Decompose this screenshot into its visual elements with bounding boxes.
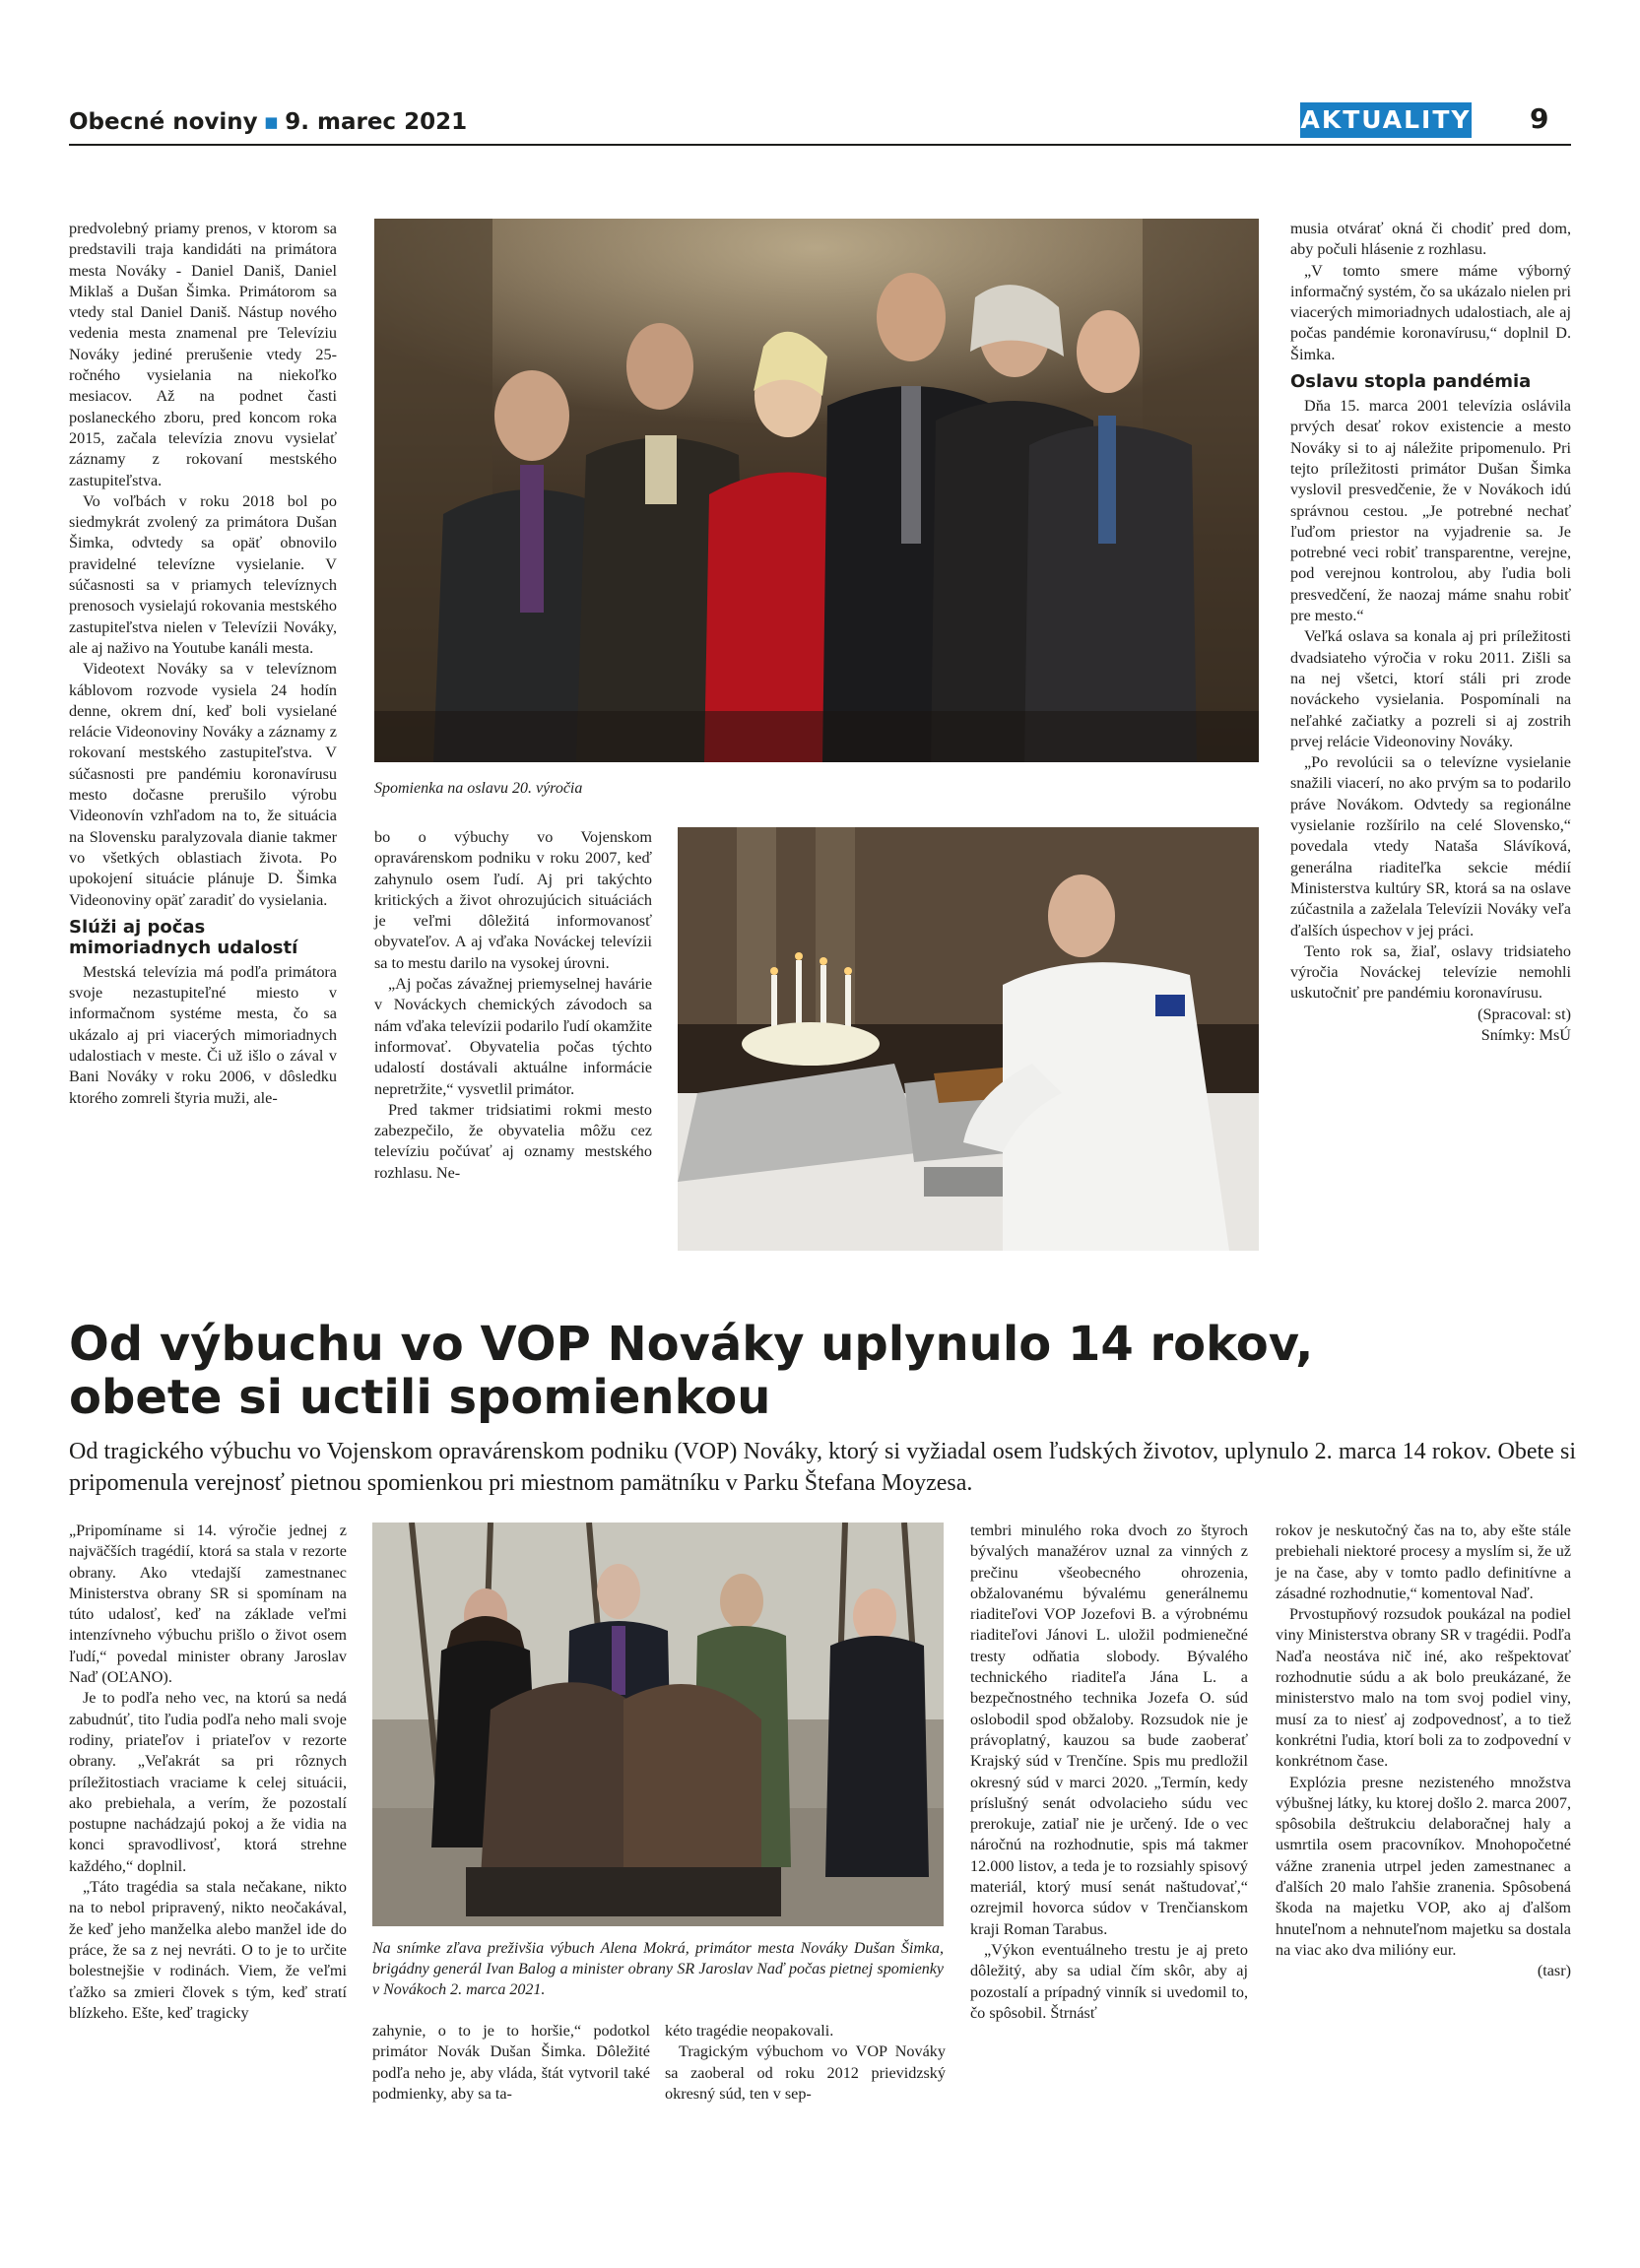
- photo-credit: Snímky: MsÚ: [1480, 1025, 1571, 1044]
- paragraph: Je to podľa neho vec, na ktorú sa nedá zabudnúť, tito ľudia podľa neho mali svoje rodiny, priateľov i priateľov v rezorte obrany. „Veľakrát sa pri rôznych príležitostiach vraciame k celej situácii, ako prebiehala, a verím, že pozostalí postupne nachádzajú pokoj a že vidia na konci spravodlivosť, ktorá strehne každého,“ doplnil.: [69, 1689, 347, 1875]
- subheading: Oslavu stopla pandémia: [1290, 371, 1532, 393]
- page-header: [69, 109, 467, 135]
- paragraph: „Po revolúcii sa o televízne vysielanie snažili viacerí, no ako prvým sa to podarilo práve Novákom. Odvtedy sa regionálne vysielanie rozšírilo na celé Slovensko,“ povedala vtedy Nataša Slávíková, generálna riaditeľka sekcie médií Ministerstva kultúry SR, ktorá sa na oslave zúčastnila a zaželala Televízii Nováky veľa ďalších úspechov v jej práci.: [1290, 753, 1571, 940]
- paragraph: kéto tragédie neopakovali.: [665, 2022, 834, 2040]
- bottom-article-column-1: [69, 1521, 347, 2024]
- author-signature: (tasr): [1537, 1962, 1571, 1980]
- bottom-article-column-3-continuation: [665, 2021, 946, 2105]
- paragraph: Dňa 15. marca 2001 televízia oslávila prvých desať rokov existencie a mesto Nováky si to aj náležite pripomenulo. Pri tejto príležitosti primátor Dušan Šimka vyslovil presvedčenie, že v Novákoch idú správnou cestou. „Je potrebné nechať ľuďom priestor na vyjadrenie sa. Je potrebné veci robiť transparentne, verejne, pod verejnou kontrolou, aby ľudia boli presvedčení, že naozaj máme snahu robiť pre mesto.“: [1290, 397, 1571, 625]
- buffet-photo-image: [678, 827, 1259, 1251]
- newspaper-name: Obecné noviny: [69, 109, 258, 135]
- paragraph: „V tomto smere máme výborný informačný systém, čo sa ukázalo nielen pri viacerých mimoriadnych udalostiach, ale aj počas pandémie koronavírusu,“ doplnil D. Šimka.: [1290, 261, 1571, 363]
- paragraph: „Táto tragédia sa stala nečakane, nikto na to nebol pripravený, nikto neočakával, že keď jeho manželka alebo manžel ide do práce, že sa z nej nevráti. O to je to určite bolestnejšie v rodinách. Viem, že veľmi ťažko sa zmieri človek s tým, keď stratí blízkeho. Ešte, keď tragicky: [69, 1878, 347, 2022]
- header-rule: [69, 144, 1571, 146]
- paragraph: Tragickým výbuchom vo VOP Nováky sa zaoberal od roku 2012 prievidzský okresný súd, ten v sep-: [665, 2042, 946, 2103]
- author-signature: (Spracoval: st): [1477, 1004, 1571, 1023]
- bottom-article-column-2: [372, 2021, 650, 2105]
- memorial-photo-caption: Na snímke zľava preživšia výbuch Alena Mokrá, primátor mesta Nováky Dušan Šimka, brigádny generál Ivan Balog a minister obrany SR Jaroslav Naď počas pietnej spomienky v Novákoch 2. marca 2021.: [372, 1940, 944, 1998]
- paragraph: rokov je neskutočný čas na to, aby ešte stále prebiehali niektoré procesy a myslím si, že už je na čase, aby v tomto padlo definitívne a zásadné rozhodnutie,“ komentoval Naď.: [1276, 1522, 1571, 1602]
- subheading: Slúži aj počas mimoriadnych udalostí: [69, 916, 298, 958]
- page-number: 9: [1530, 102, 1549, 135]
- paragraph: Mestská televízia má podľa primátora svoje nezastupiteľné miesto v informačnom systéme mesta, čo sa ukázalo aj pri viacerých mimoriadnych udalostiach v meste. Či už išlo o zával v Bani Nováky v roku 2006, v dôsledku ktorého zomreli štyria muži, ale-: [69, 962, 337, 1107]
- section-tag: AKTUALITY: [1300, 102, 1472, 138]
- top-article-column-2: [374, 827, 652, 1184]
- paragraph: „Výkon eventuálneho trestu je aj preto dôležitý, aby sa udial čím skôr, aby aj pozostalí a prípadný vinník si uvedomil to, čo spôsobil. Štrnásť: [970, 1940, 1248, 2022]
- article-lead: Od tragického výbuchu vo Vojenskom opravárenskom podniku (VOP) Nováky, ktorý si vyžiadal osem ľudských životov, uplynulo 2. marca 14 rokov. Obete si pripomenula verejnosť pietnou spomienkou pri miestnom pamätníku v Parku Štefana Moyzesa.: [69, 1439, 1576, 1496]
- memorial-photo: [372, 1523, 944, 1926]
- group-photo-image: [374, 219, 1259, 762]
- bottom-article-column-4: [1276, 1521, 1571, 1982]
- bottom-article-column-3: [970, 1521, 1248, 2024]
- buffet-chef-photo: [678, 827, 1259, 1251]
- paragraph: Tento rok sa, žiaľ, oslavy tridsiateho výročia Nováckej televízie nemohli uskutočniť pre pandémiu koronavírusu.: [1290, 941, 1571, 1003]
- paragraph: „Aj počas závažnej priemyselnej havárie v Nováckych chemických závodoch sa nám vďaka televízii podarilo ľudí okamžite informovať. Obyvatelia počas týchto udalostí dostávali aktuálne informácie nepretržite,“ vysvetlil primátor.: [374, 975, 652, 1098]
- anniversary-group-photo: [374, 219, 1259, 762]
- photo-caption: Spomienka na oslavu 20. výročia: [374, 780, 583, 797]
- bullet-icon: ▪: [263, 109, 280, 135]
- paragraph: musia otvárať okná či chodiť pred dom, aby počuli hlásenie z rozhlasu.: [1290, 220, 1571, 259]
- article-headline: [69, 1318, 1546, 1424]
- paragraph: Veľká oslava sa konala aj pri príležitosti dvadsiateho výročia v roku 2011. Zišli sa na nej všetci, ktorí stáli pri zrode nováckeho vysielania. Pospomínali na neľahké začiatky a pozreli si aj zostrih prvej relácie Videonoviny Nováky.: [1290, 627, 1571, 750]
- paragraph: zahynie, o to je to horšie,“ podotkol primátor Novák Dušan Šimka. Dôležité podľa neho je, aby vláda, štát vytvoril také podmienky, aby sa ta-: [372, 2022, 650, 2103]
- paragraph: tembri minulého roka dvoch zo štyroch bývalých manažérov uznal za vinných z prečinu všeobecného ohrozenia, obžalovanému bývalému generálnemu riaditeľovi VOP Jozefovi B. a výrobnému riaditeľovi Jánovi L. uložil podmienečné tresty odňatia slobody. Bývalého technického riaditeľa Jána L. a bezpečnostného technika Jozefa O. súd oslobodil spod obžaloby. Rozsudok nie je právoplatný, kauzou sa bude zaoberať Krajský súd v Trenčíne. Spis mu predložil okresný súd v marci 2020. „Termín, kedy príslušný senát odvolacieho súdu vec prerokuje, zatiaľ nie je určený. Ide o vec náročnú na rozhodnutie, spis má takmer 12.000 listov, a teda je to rozsiahly spisový materiál, ktorý musí senát naštudovať,“ ozrejmil hovorca súdov v Trenčianskom kraji Roman Tarabus.: [970, 1522, 1248, 1938]
- paragraph: Pred takmer tridsiatimi rokmi mesto zabezpečilo, že obyvatelia môžu cez televíziu počúvať aj oznamy mestského rozhlasu. Ne-: [374, 1100, 652, 1182]
- paragraph: Vo voľbách v roku 2018 bol po siedmykrát zvolený za primátora Dušan Šimka, odvtedy sa opäť obnovilo pravidelné televízne vysielanie. V súčasnosti sa v priamych televíznych prenosoch vysielajú rokovania mestského zastupiteľstva nielen v Televízii Nováky, ale aj naživo na Youtube kanáli mesta.: [69, 491, 337, 657]
- top-article-column-4: [1290, 219, 1571, 1046]
- memorial-photo-image: [372, 1523, 944, 1926]
- paragraph: „Pripomíname si 14. výročie jednej z najväčších tragédií, ktorá sa stala v rezorte obrany. Ako vtedajší zamestnanec Ministerstva obrany SR si spomínam na túto udalosť, keď na základe veľmi intenzívneho výbuchu prišlo o život osem ľudí,“ povedal minister obrany Jaroslav Naď (OĽANO).: [69, 1522, 347, 1687]
- paragraph: bo o výbuchy vo Vojenskom opravárenskom podniku v roku 2007, keď zahynulo osem ľudí. Aj pri takýchto kritických a život ohrozujúcich situáciách je veľmi dôležitá informovanosť obyvateľov. A aj vďaka Nováckej televízii sa to mestu darilo na vysokej úrovni.: [374, 828, 652, 972]
- paragraph: predvolebný priamy prenos, v ktorom sa predstavili traja kandidáti na primátora mesta Nováky - Daniel Daniš, Daniel Miklaš a Dušan Šimka. Primátorom sa vtedy stal Daniel Daniš. Nástup nového vedenia mesta znamenal pre Televíziu Nováky jediné prerušenie vtedy 25-ročného vysielania na niekoľko mesiacov. Až na podnet časti poslaneckého zboru, pred koncom roka 2015, začala televízia znovu vysielať záznamy z rokovaní mestského zastupiteľstva.: [69, 220, 337, 489]
- top-article-column-1: [69, 219, 337, 1109]
- paragraph: Videotext Nováky sa v televíznom káblovom rozvode vysiela 24 hodín denne, okrem dní, keď boli vysielané relácie Videonoviny Nováky a záznamy z rokovaní mestského zastupiteľstva. V súčasnosti pre pandémiu koronavírusu mesto dočasne prerušilo výrobu Videonovín vzhľadom na to, že situácia na Slovensku paralyzovala dianie takmer vo všetkých oblastiach života. Po upokojení situácie plánuje D. Šimka Videonoviny opäť zaradiť do vysielania.: [69, 660, 337, 909]
- headline-line-1: Od výbuchu vo VOP Nováky uplynulo 14 rokov,: [69, 1317, 1314, 1372]
- headline-line-2: obete si uctili spomienkou: [69, 1370, 771, 1425]
- paragraph: Explózia presne nezisteného množstva výbušnej látky, ku ktorej došlo 2. marca 2007, spôsobila deštrukciu delaboračnej haly a usmrtila osem pracovníkov. Mnohopočetné vážne zranenia utrpel jeden zamestnanec a ďalších 20 malo ľahšie zranenia. Spôsobená škoda na majetku VOP, ako aj ďalšom hnuteľnom a nehnuteľnom majetku sa dostala na viac ako dva milióny eur.: [1276, 1773, 1571, 1959]
- issue-date: 9. marec 2021: [285, 109, 468, 135]
- paragraph: Prvostupňový rozsudok poukázal na podiel viny Ministerstva obrany SR v tragédii. Podľa Naďa neostáva nič iné, ako rešpektovať rozhodnutie súdu a ak bolo preukázané, že ministerstvo malo na tom svoj podiel viny, musí za to niesť aj zodpovednosť, a to tiež konkrétni ľudia, ktorí boli za to zodpovední v konkrétnom čase.: [1276, 1605, 1571, 1771]
